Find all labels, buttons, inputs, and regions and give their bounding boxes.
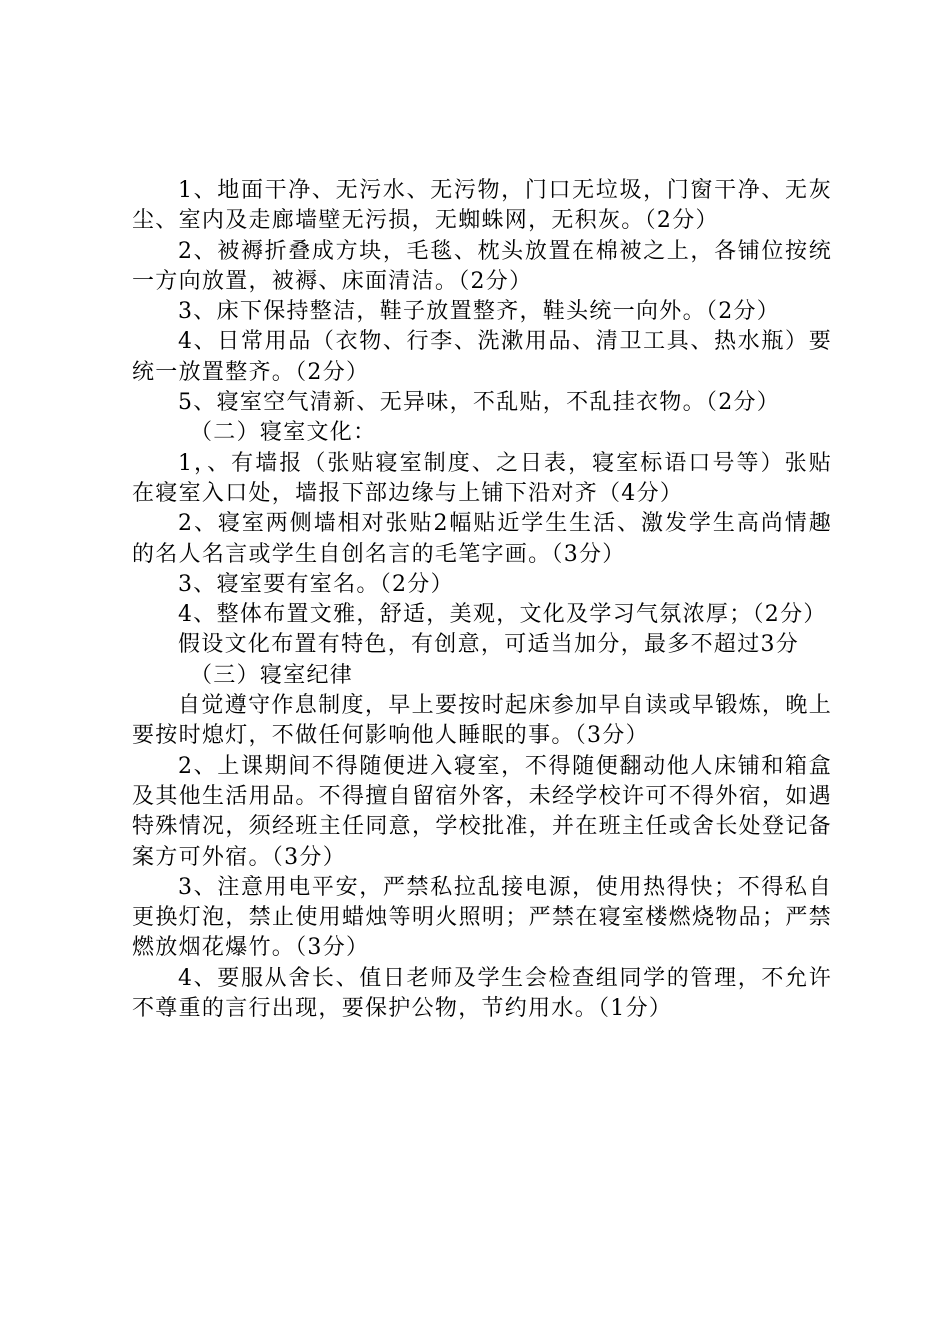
paragraph-9: 4、整体布置文雅，舒适，美观，文化及学习气氛浓厚；（2分） [178,602,827,628]
paragraph-2: 2、被褥折叠成方块，毛毯、枕头放置在棉被之上，各铺位按统一方向放置，被褥、床面清洁。（2分） [132,238,832,294]
paragraph-8: 3、寝室要有室名。（2分） [178,571,454,597]
paragraph-14: 4、要服从舍长、值日老师及学生会检查组同学的管理，不允许不尊重的言行出现，要保护公物，节约用水。（1分） [132,965,832,1022]
paragraph-13: 3、注意用电平安，严禁私拉乱接电源，使用热得快；不得私自更换灯泡，禁止使用蜡烛等明火照明；严禁在寝室楼燃烧物品；严禁燃放烟花爆竹。（3分） [132,874,832,961]
document-body [132,176,832,1024]
paragraph-4: 4、日常用品（衣物、行李、洗漱用品、清卫工具、热水瓶）要统一放置整齐。（2分） [132,329,832,385]
paragraph-7: 2、寝室两侧墙相对张贴2幅贴近学生生活、激发学生高尚情趣的名人名言或学生自创名言的毛笔字画。（3分） [132,511,832,567]
paragraph-1: 1、地面干净、无污水、无污物，门口无垃圾，门窗干净、无灰尘、室内及走廊墙壁无污损，无蜘蛛网，无积灰。（2分） [132,178,832,234]
paragraph-11: 自觉遵守作息制度，早上要按时起床参加早自读或早锻炼，晚上要按时熄灯，不做任何影响他人睡眠的事。（3分） [132,693,832,749]
paragraph-3: 3、床下保持整洁，鞋子放置整齐，鞋头统一向外。（2分） [178,299,781,325]
section-heading-discipline: （三）寝室纪律 [190,662,354,688]
paragraph-12: 2、上课期间不得随便进入寝室，不得随便翻动他人床铺和箱盒及其他生活用品。不得擅自留宿外客，未经学校许可不得外宿，如遇特殊情况，须经班主任同意，学校批准，并在班主任或舍长处登记备案方可外宿。（3分） [132,753,832,870]
paragraph-5: 5、寝室空气清新、无异味，不乱贴，不乱挂衣物。（2分） [178,390,781,416]
section-heading-culture: （二）寝室文化： [190,420,377,446]
paragraph-6: 1，、有墙报（张贴寝室制度、之日表，寝室标语口号等）张贴在寝室入口处，墙报下部边缘与上铺下沿对齐（4分） [132,450,832,506]
paragraph-10: 假设文化布置有特色，有创意，可适当加分，最多不超过3分 [178,632,800,658]
